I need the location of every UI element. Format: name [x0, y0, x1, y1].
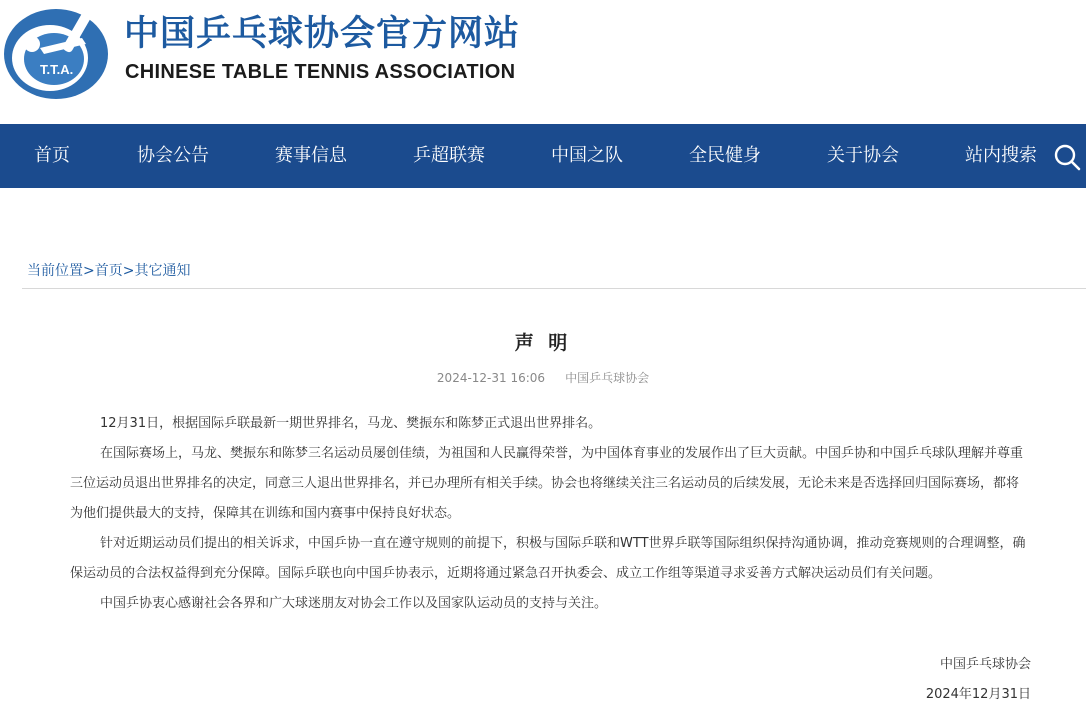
nav-item-home[interactable]: 首页: [34, 145, 70, 166]
search-icon[interactable]: [1053, 143, 1081, 171]
nav-item-china-team[interactable]: 中国之队: [551, 145, 623, 166]
article-title: 声 明: [514, 332, 572, 354]
article-paragraph: 中国乒协衷心感谢社会各界和广大球迷朋友对协会工作以及国家队运动员的支持与关注。: [100, 596, 608, 611]
site-header: [0, 0, 1086, 124]
breadcrumb: [27, 261, 190, 281]
nav-item-about[interactable]: 关于协会: [827, 145, 899, 166]
nav-item-announcements[interactable]: 协会公告: [137, 145, 209, 166]
site-subtitle: CHINESE TABLE TENNIS ASSOCIATION: [125, 61, 516, 83]
breadcrumb-link-home[interactable]: 首页: [94, 263, 123, 279]
article-meta: [0, 369, 1086, 387]
main-nav: [0, 124, 1086, 188]
article-paragraph: 针对近期运动员们提出的相关诉求，中国乒协一直在遵守规则的前提下，积极与国际乒联和WTT世界乒联等国际组织保持沟通协调，推动竞赛规则的合理调整，确保运动员的合法权益得到充分保障。国际乒联也向中国乒协表示，近期将通过紧急召开执委会、成立工作组等渠道寻求妥善方式解决运动员们有关问题。: [70, 536, 1026, 581]
article-paragraph: 12月31日，根据国际乒联最新一期世界排名，马龙、樊振东和陈梦正式退出世界排名。: [100, 416, 602, 431]
breadcrumb-separator: >: [83, 263, 95, 279]
article-source: 中国乒乓球协会: [565, 371, 650, 385]
article-date: 2024-12-31 16:06: [436, 371, 546, 385]
logo-icon[interactable]: [2, 4, 110, 100]
nav-item-fitness[interactable]: 全民健身: [689, 145, 761, 166]
article-paragraph: 在国际赛场上，马龙、樊振东和陈梦三名运动员屡创佳绩，为祖国和人民赢得荣誉，为中国体育事业的发展作出了巨大贡献。中国乒协和中国乒乓球队理解并尊重三位运动员退出世界排名的决定，同意三人退出世界排名，并已办理所有相关手续。协会也将继续关注三名运动员的后续发展，无论未来是否选择回归国际赛场，都将为他们提供最大的支持，保障其在训练和国内赛事中保持良好状态。: [70, 446, 1024, 521]
nav-item-super-league[interactable]: 乒超联赛: [413, 145, 485, 166]
site-title: 中国乒乓球协会官方网站: [124, 14, 521, 54]
nav-item-events[interactable]: 赛事信息: [275, 145, 347, 166]
nav-item-site-search[interactable]: 站内搜索: [965, 145, 1037, 166]
breadcrumb-current-label: 当前位置: [27, 263, 83, 279]
breadcrumb-separator: >: [122, 263, 135, 279]
logo-text: T.T.A.: [40, 62, 74, 77]
divider: [22, 288, 1086, 289]
article-signature: 中国乒乓球协会: [939, 657, 1031, 672]
breadcrumb-link-other-notices[interactable]: 其它通知: [134, 263, 191, 279]
article-signature-date: 2024年12月31日: [925, 687, 1031, 702]
article-body: [70, 409, 1030, 619]
